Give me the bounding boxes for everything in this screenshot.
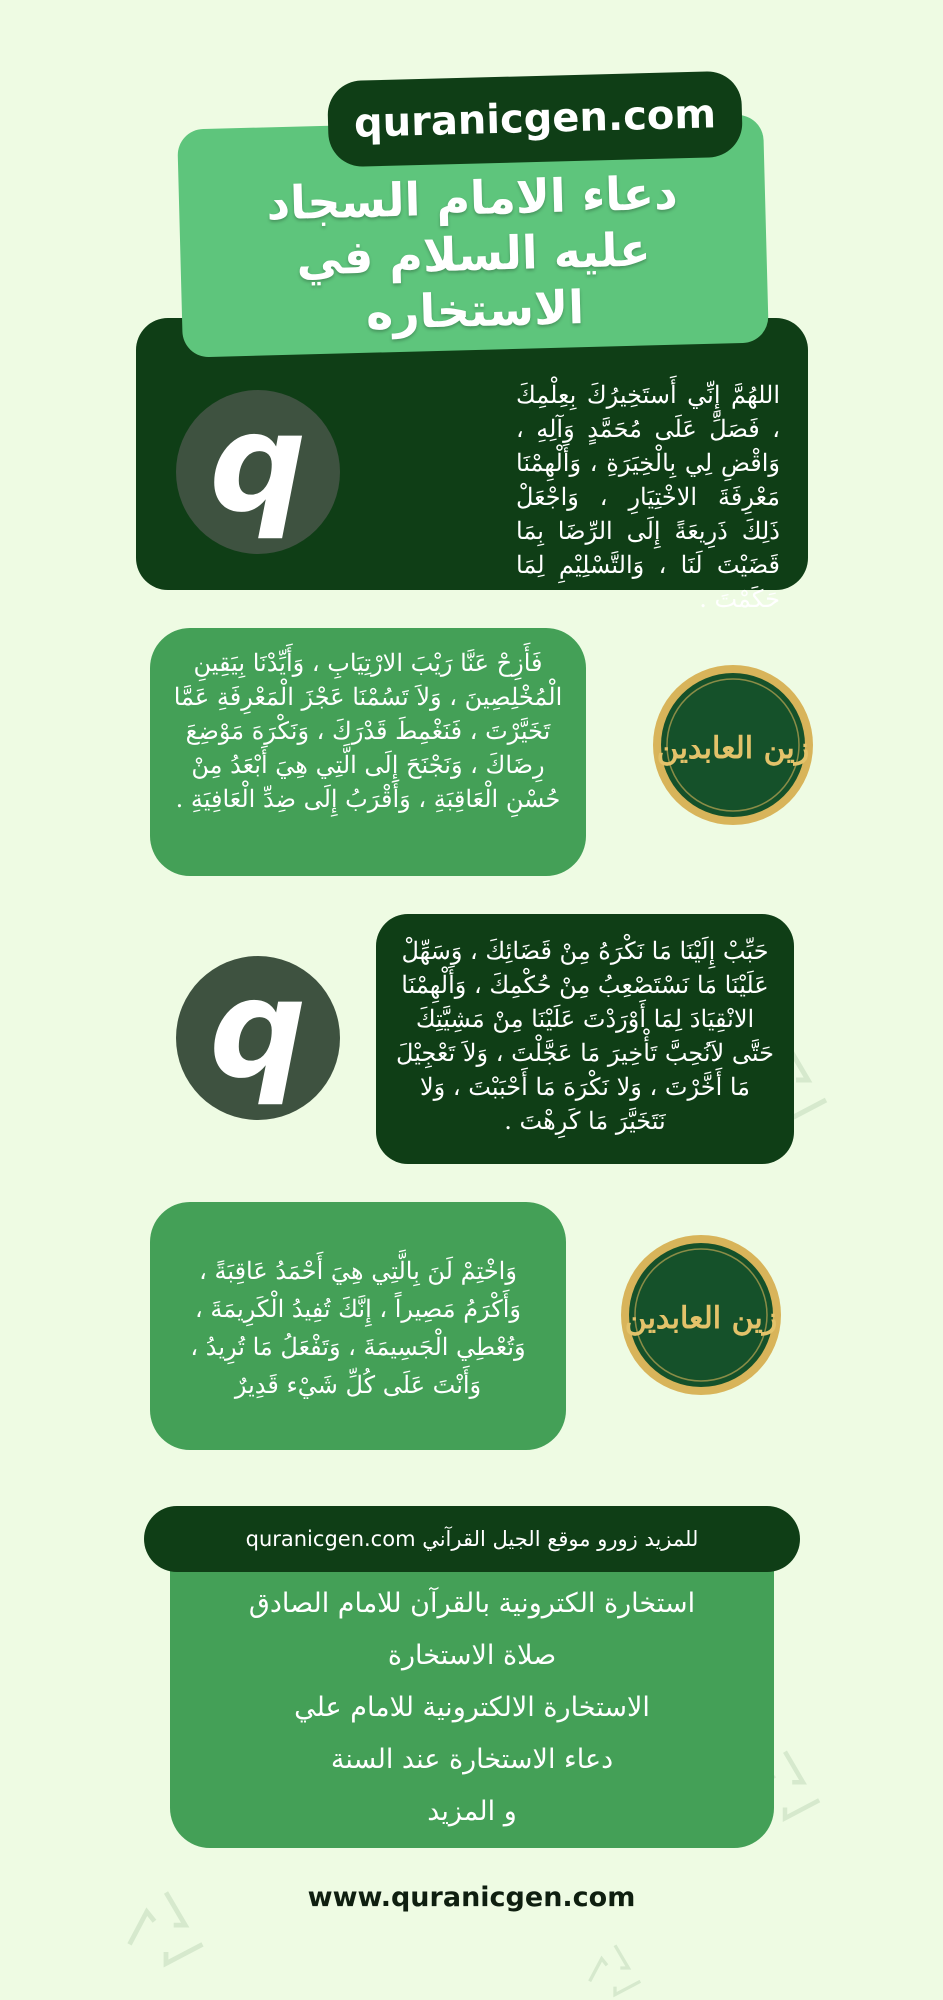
- emblem-label: زين العابدين: [624, 1301, 778, 1336]
- prayer-card-2: [150, 628, 586, 876]
- q-logo-icon: q: [176, 390, 340, 554]
- prayer-text-4: وَاخْتِمْ لَنَ بِالَّتِي هِيَ أَحْمَدُ عَاقِبَةً ، وَأَكْرَمُ مَصِيراً ، إِنَّكَ تُفِيدُ الْكَرِيمَةَ ، وَتُعْطِي الْجَسِيمَةَ ، وَتَفْعَلُ مَا تُرِيدُ ، وَأَنْتَ عَلَى كُلِّ شَيْء قَدِيرٌ: [190, 1257, 526, 1399]
- prayer-text-1: اللهُمَّ إِنِّي أَستَخِيرُكَ بِعِلْمِكَ ، فَصَلِّ عَلَى مُحَمَّدٍ وَآلِهِ ، وَاقْضِ لِي بِالْخِيَرَةِ ، وَأَلْهِمْنَا مَعْرِفَةَ الاخْتِيَارِ ، وَاجْعَلْ ذَلِكَ ذَرِيعَةً إِلَى الرِّضَا بِمَا قَضَيْتَ لَنَا ، وَالتَّسْلِيْمِ لِمَا حَكَمْتَ .: [516, 381, 780, 613]
- emblem-icon: [618, 1232, 784, 1398]
- related-link[interactable]: صلاة الاستخارة: [387, 1640, 557, 1671]
- footer-url[interactable]: www.quranicgen.com: [307, 1882, 636, 1913]
- related-link[interactable]: دعاء الاستخارة عند السنة: [330, 1744, 614, 1775]
- prayer-text-2: فَأَزِحْ عَنَّا رَيْبَ الارْتِيَابِ ، وَأَيِّدْنَا بِيَقِينِ الْمُخْلِصِينَ ، وَلاَ تَسُمْنَا عَجْزَ الْمَعْرِفَةِ عَمَّا تَخَيَّرْتَ ، فَنَغْمِطَ قَدْرَكَ ، وَنَكْرَهَ مَوْضِعَ رِضَاكَ ، وَنَجْنَحَ إِلَى الَّتِي هِيَ أَبْعَدُ مِنْ حُسْنِ الْعَاقِبَةِ ، وَأَقْرَبُ إِلَى ضِدِّ الْعَافِيَةِ .: [173, 649, 563, 813]
- related-link[interactable]: استخارة الكترونية بالقرآن للامام الصادق: [248, 1588, 696, 1619]
- site-name: quranicgen.com: [353, 91, 717, 147]
- emblem-label: زين العابدين: [656, 731, 810, 766]
- more-info-text: للمزيد زورو موقع الجيل القرآني quranicgen.com: [245, 1527, 699, 1551]
- related-links-box: [170, 1548, 774, 1848]
- page-title: دعاء الامام السجاد عليه السلام في الاستخاره: [265, 165, 679, 340]
- prayer-card-4: [150, 1202, 566, 1450]
- q-logo-icon: q: [176, 956, 340, 1120]
- related-link[interactable]: و المزيد: [427, 1796, 517, 1827]
- more-info-pill[interactable]: [144, 1506, 800, 1572]
- recycle-decoration-icon: [570, 1940, 660, 2000]
- prayer-card-3: [376, 914, 794, 1164]
- related-link[interactable]: الاستخارة الالكترونية للامام علي: [294, 1692, 650, 1723]
- site-name-pill[interactable]: [327, 71, 743, 168]
- prayer-text-3: حَبِّبْ إِلَيْنَا مَا نَكْرَهُ مِنْ قَضَائِكَ ، وَسَهِّلْ عَلَيْنَا مَا نَسْتَصْعِبُ مِنْ حُكْمِكَ ، وَأَلْهِمْنَا الانْقِيَادَ لِمَا أَوْرَدْتَ عَلَيْنَا مِنْ مَشِيَّتِكَ حَتَّى لاَنُحِبَّ تَأْخِيرَ مَا عَجَّلْتَ ، وَلاَ تَعْجِيْلَ مَا أَخَّرْتَ ، وَلا نَكْرَهَ مَا أَحْبَبْتَ ، وَلا نَتَخَيَّرَ مَا كَرِهْتَ .: [396, 937, 774, 1135]
- emblem-icon: [650, 662, 816, 828]
